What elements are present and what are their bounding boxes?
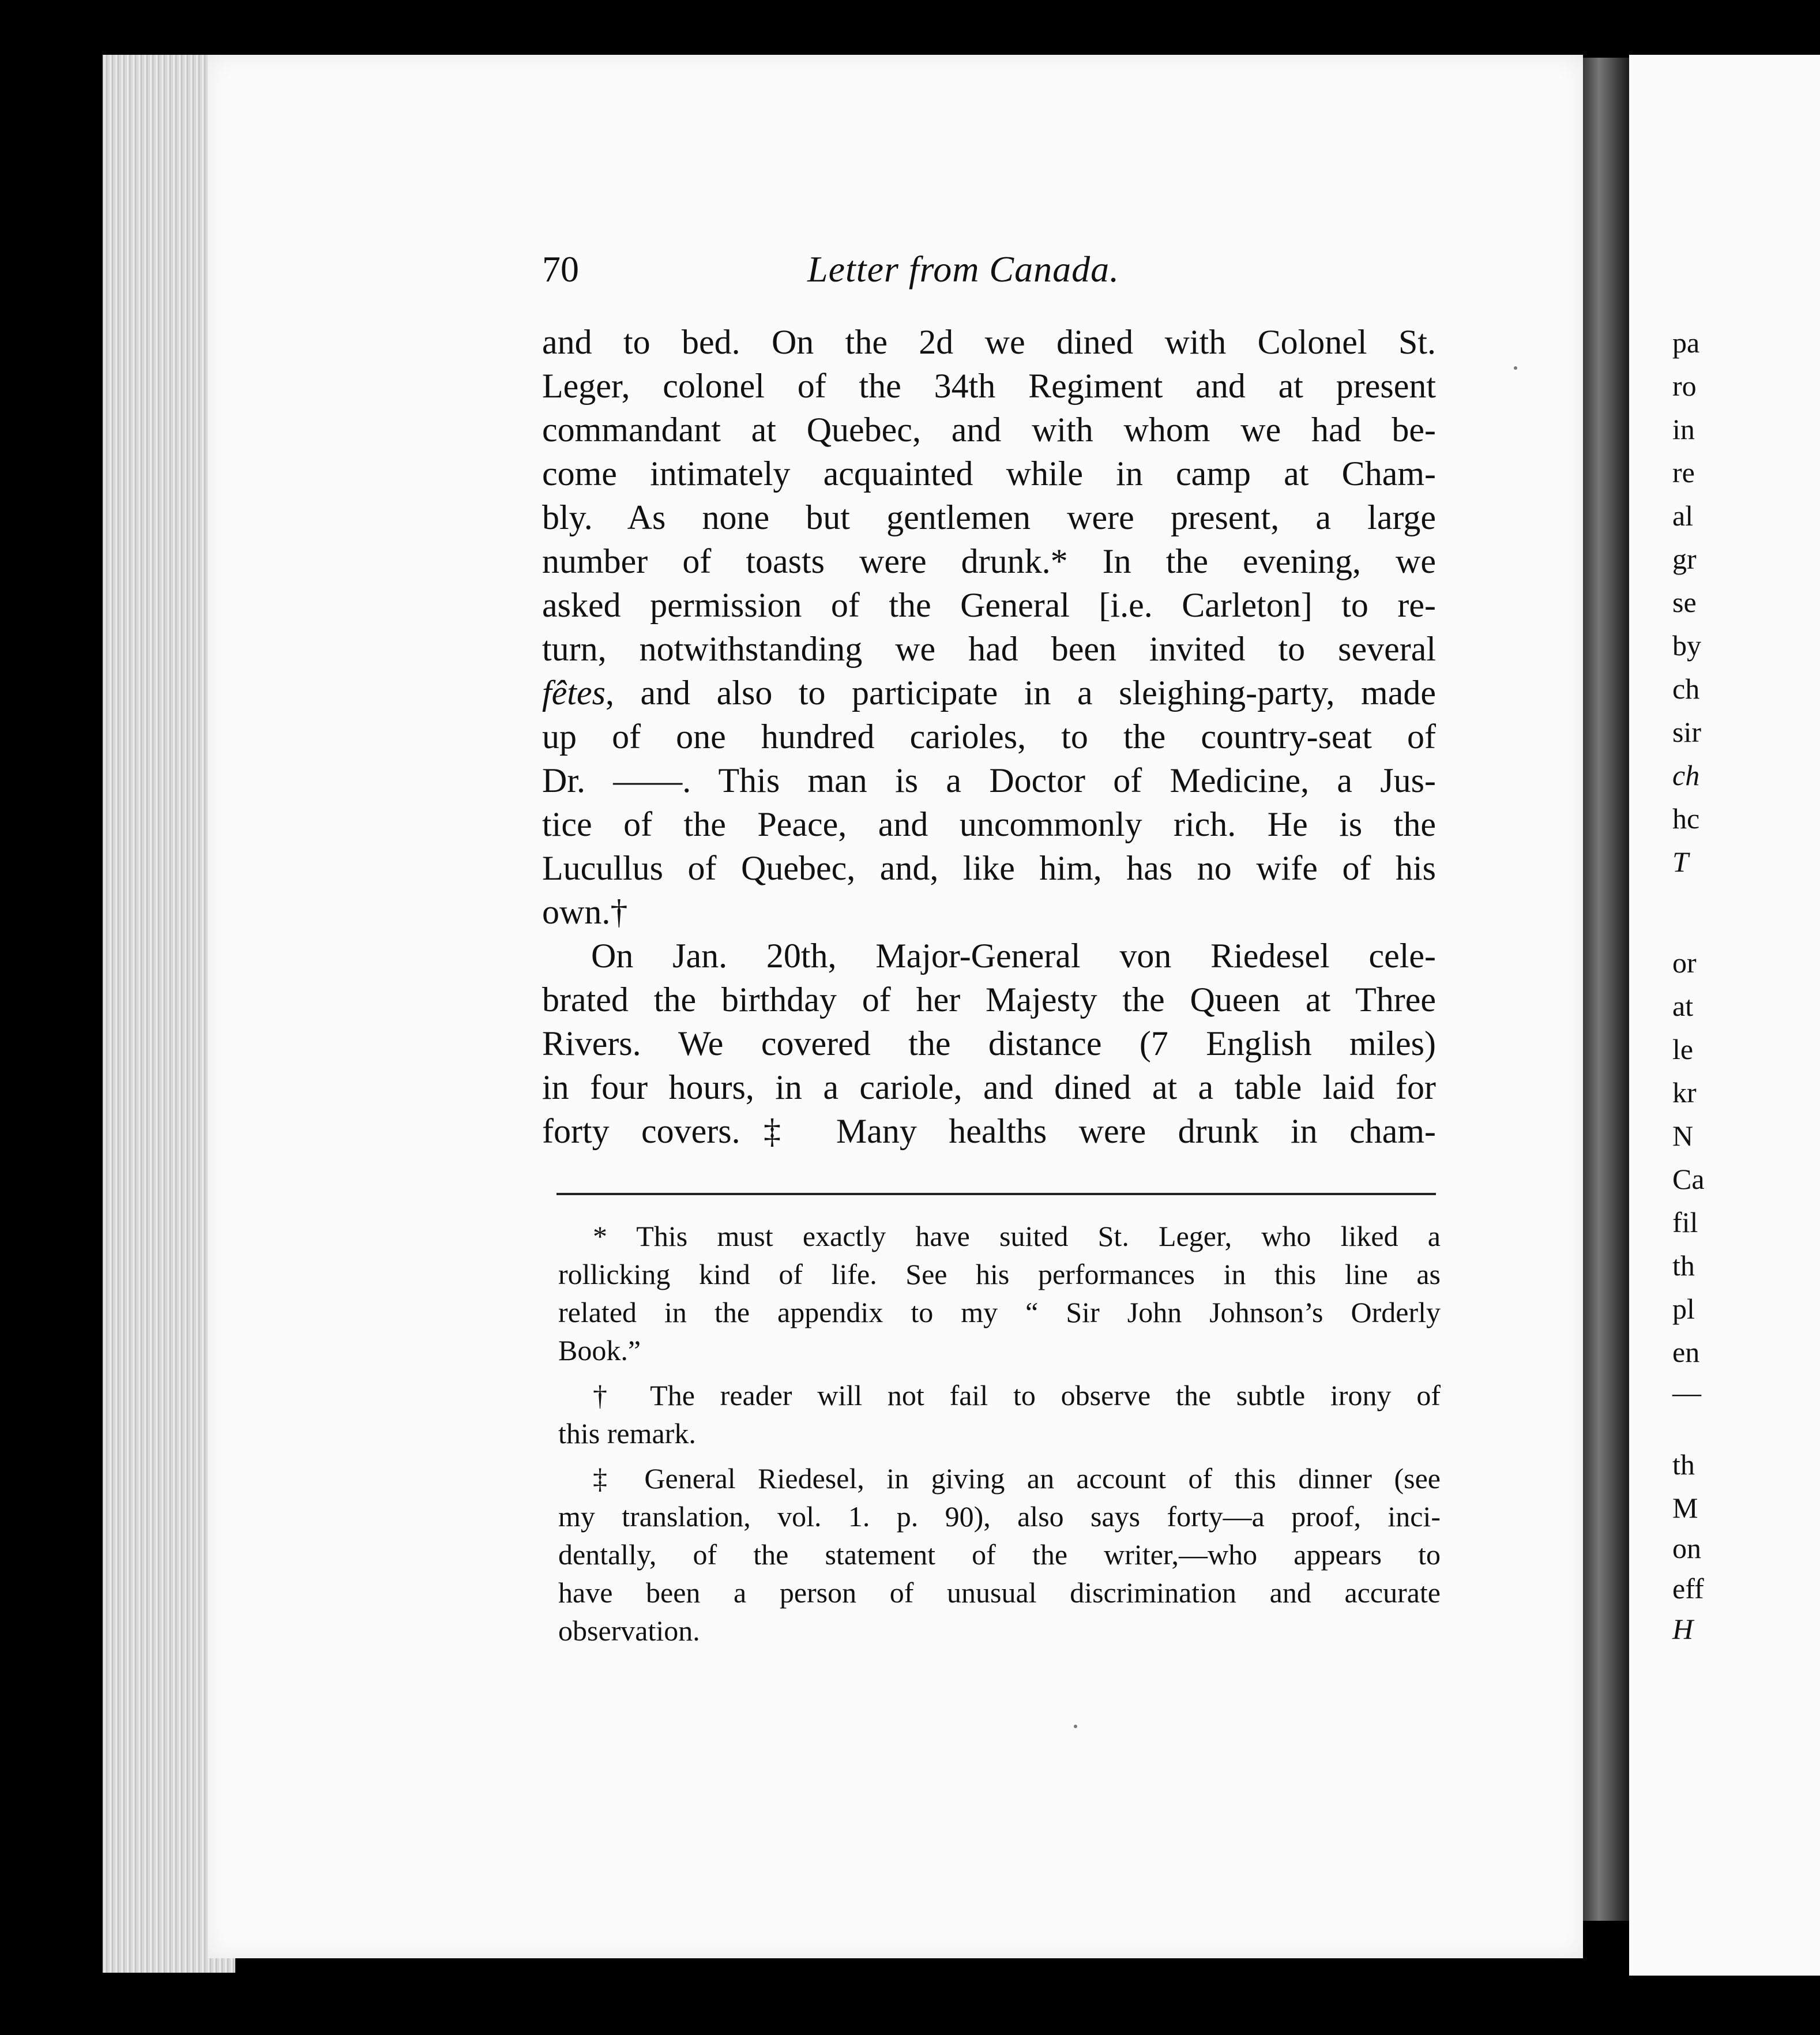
facing-page-fragment: or (1672, 947, 1697, 979)
facing-page-fragment: ro (1672, 370, 1697, 402)
footnote-asterisk (558, 1217, 1441, 1369)
text-line: commandant at Quebec, and with whom we had be- (542, 411, 1436, 449)
facing-page-fragment: kr (1672, 1076, 1697, 1109)
facing-page-fragment: fil (1672, 1206, 1698, 1238)
facing-page-fragment: — (1672, 1376, 1701, 1409)
facing-page-fragment: eff (1672, 1572, 1704, 1605)
page-number: 70 (542, 249, 579, 290)
book-gutter (1583, 58, 1629, 1921)
text-line: up of one hundred carioles, to the country-seat of (542, 718, 1436, 756)
text-line: turn, notwithstanding we had been invited to several (542, 630, 1436, 668)
facing-page-fragment: H (1672, 1613, 1694, 1645)
facing-page-fragment: pl (1672, 1293, 1695, 1325)
facing-page-fragment: ch (1672, 673, 1700, 705)
footnote-line: dentally, of the statement of the writer,—who appears to (558, 1538, 1441, 1571)
facing-page-fragment: re (1672, 456, 1695, 489)
text-line: and to bed. On the 2d we dined with Colonel St. (542, 323, 1436, 361)
text-line: On Jan. 20th, Major-General von Riedesel cele- (591, 937, 1436, 975)
facing-page-fragment: pa (1672, 326, 1700, 359)
facing-page-fragment: le (1672, 1033, 1694, 1065)
facing-page-fragment: Ca (1672, 1163, 1705, 1195)
footnote-rule (556, 1193, 1436, 1195)
facing-page-fragment: en (1672, 1336, 1700, 1368)
footnote-line: ‡ General Riedesel, in giving an account of this dinner (see (593, 1462, 1441, 1495)
text-line: bly. As none but gentlemen were present, a large (542, 498, 1436, 536)
footnotes (558, 1217, 1441, 1657)
italic-word: fêtes (542, 674, 606, 712)
facing-page-fragment: sir (1672, 716, 1701, 748)
text-line: own.† (542, 893, 628, 931)
footnote-double-dagger (558, 1459, 1441, 1650)
paper-speck (1074, 1725, 1077, 1728)
facing-page-fragment: N (1672, 1120, 1694, 1152)
text-line: come intimately acquainted while in camp at Cham- (542, 455, 1436, 493)
text-line: tice of the Peace, and uncommonly rich. He is the (542, 805, 1436, 843)
facing-page-fragment: on (1672, 1532, 1701, 1564)
footnote-dagger (558, 1376, 1441, 1452)
footnote-line: have been a person of unusual discrimination and accurate (558, 1576, 1441, 1609)
text-line: Leger, colonel of the 34th Regiment and at present (542, 367, 1436, 405)
paper-speck (1514, 366, 1517, 370)
footnote-line: † The reader will not fail to observe the subtle irony of (593, 1379, 1441, 1411)
footnote-line: * This must exactly have suited St. Leger, who liked a (593, 1220, 1441, 1252)
facing-page-fragment: al (1672, 500, 1694, 532)
facing-page-fragment: in (1672, 413, 1695, 445)
text-line: forty covers.‡ Many healths were drunk in cham- (542, 1112, 1436, 1150)
facing-page-fragment: se (1672, 586, 1697, 618)
text-line: asked permission of the General [i.e. Carleton] to re- (542, 586, 1436, 624)
footnote-line: this remark. (558, 1417, 696, 1450)
facing-page-fragment: th (1672, 1448, 1695, 1481)
facing-page-fragment: ch (1672, 759, 1700, 791)
text-line: brated the birthday of her Majesty the Queen at Three (542, 981, 1436, 1019)
text-line: Lucullus of Quebec, and, like him, has no wife of his (542, 849, 1436, 887)
facing-page-fragment: gr (1672, 543, 1697, 575)
facing-page (1629, 55, 1820, 1976)
text-line: in four hours, in a cariole, and dined at a table laid for (542, 1068, 1436, 1106)
facing-page-fragment: T (1672, 846, 1689, 878)
body-text (542, 320, 1436, 1153)
facing-page-fragment: M (1672, 1492, 1698, 1524)
facing-page-fragment: th (1672, 1249, 1695, 1282)
running-title: Letter from Canada. (807, 249, 1120, 290)
text-line: Rivers. We covered the distance (7 English miles) (542, 1024, 1436, 1062)
facing-page-fragment: at (1672, 990, 1694, 1022)
text-line: number of toasts were drunk.* In the evening, we (542, 542, 1436, 580)
page-header (542, 248, 1436, 300)
facing-page-fragment: by (1672, 629, 1701, 662)
text-line: fêtes, and also to participate in a sleighing-party, made (542, 674, 1436, 712)
footnote-line: Book.” (558, 1334, 641, 1366)
footnote-line: related in the appendix to my “ Sir John Johnson’s Orderly (558, 1296, 1441, 1328)
footnote-line: rollicking kind of life. See his performances in this line as (558, 1258, 1441, 1290)
facing-page-fragment: hc (1672, 802, 1700, 835)
footnote-line: my translation, vol. 1. p. 90), also says forty—a proof, inci- (558, 1500, 1441, 1533)
text-line: Dr. ——. This man is a Doctor of Medicine, a Jus- (542, 761, 1436, 799)
footnote-line: observation. (558, 1615, 700, 1647)
